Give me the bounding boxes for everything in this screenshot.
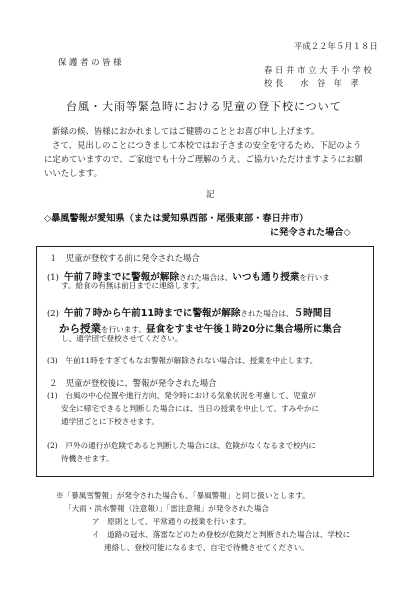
intro-line-2: さて、見出しのことにつきまして本校ではお子さまの安全を守るため、下記のよう	[52, 140, 362, 150]
recipient: 保 護 者 の 皆 様	[58, 57, 122, 67]
section-1-item-1-line-2: す。給食の有無は前日までに連絡します。	[61, 281, 205, 290]
page-title: 台風・大雨等緊急時における児童の登下校について	[66, 100, 342, 113]
ki-heading: 記	[206, 189, 215, 199]
normal-text: された場合は、	[240, 309, 294, 318]
intro-line-3: に定めていますので、ご家庭でも十分ご理解のうえ、ご協力いただけますようにお願	[44, 154, 363, 164]
note-line-4: イ 道路の冠水、落雷などのため登校が危険だと判断された場合は、学校に	[92, 530, 351, 539]
rules-box	[36, 246, 374, 477]
normal-text: された場合は、	[179, 273, 233, 282]
section-2-item-2-line-1: (2) 戸外の通行が危険であると判断した場合には、危険がなくなるまで校内に	[47, 441, 316, 450]
section-2-item-2-line-2: 待機させます。	[61, 454, 114, 463]
bold-text: 解除	[159, 272, 180, 283]
section-1-heading: １ 児童が登校する前に発令された場合	[49, 253, 200, 263]
bold-text: 午前７時までに警報が	[63, 272, 160, 283]
intro-line-4: いいたします。	[44, 168, 102, 178]
note-line-3: ア 原則として、平常通りの授業を行います。	[92, 517, 251, 526]
item-number: (2)	[47, 308, 59, 318]
note-line-2: 「大雨・洪水警報（注意報）」「雷注意報」が発令された場合	[64, 504, 270, 513]
section-2-item-1-line-2: 安全に帰宅できると判断した場合には、当日の授業を中止して、すみやかに	[61, 404, 320, 413]
condition-line-1: ◇暴風警報が愛知県（または愛知県西部・尾張東部・春日井市）	[44, 213, 309, 224]
note-line-1: ※「暴風雪警報」が発令された場合も、「暴風警報」と同じ扱いとします。	[56, 491, 310, 500]
bold-text: 解除	[221, 308, 241, 319]
bold-text: から授業	[59, 323, 101, 335]
section-2-item-1-line-3: 通学団ごとに下校させます。	[61, 417, 160, 426]
normal-text: を行います。	[101, 325, 146, 334]
principal-name: 校 長 水 谷 年 孝	[264, 78, 359, 88]
section-2-heading: ２ 児童が登校後に、警報が発令された場合	[49, 378, 217, 388]
section-1-item-3: (3) 午前11時をすぎてもなお警報が解除されない場合は、授業を中止します。	[47, 356, 318, 365]
document-date: 平成２２年５月１８日	[294, 41, 378, 51]
condition-line-2: に発令された場合◇	[270, 227, 351, 238]
bold-text: いつも通り授業	[232, 272, 300, 283]
item-number: (1)	[47, 272, 59, 282]
note-line-5: 連絡し、登校可能になるまで、自宅で待機させてください。	[104, 543, 309, 552]
intro-line-1: 新緑の候、皆様におかれましてはご健勝のこととお喜び申し上げます。	[52, 126, 320, 136]
bold-text: 午前７時から午前11時までに警報が	[63, 308, 222, 319]
section-2-item-1-line-1: (1) 台風の中心位置や進行方向、発令時における気象状況を考慮して、児童が	[47, 391, 316, 400]
school-name: 春 日 井 市 立 大 手 小 学 校	[264, 65, 372, 75]
bold-text: 昼食をすませ午後１時20分に集合場所に集合	[145, 324, 342, 335]
normal-text: を行いま	[299, 273, 330, 282]
section-1-item-2-line-3: し、通学団で登校させてください。	[61, 334, 183, 343]
bold-text: ５時間目	[293, 308, 332, 319]
